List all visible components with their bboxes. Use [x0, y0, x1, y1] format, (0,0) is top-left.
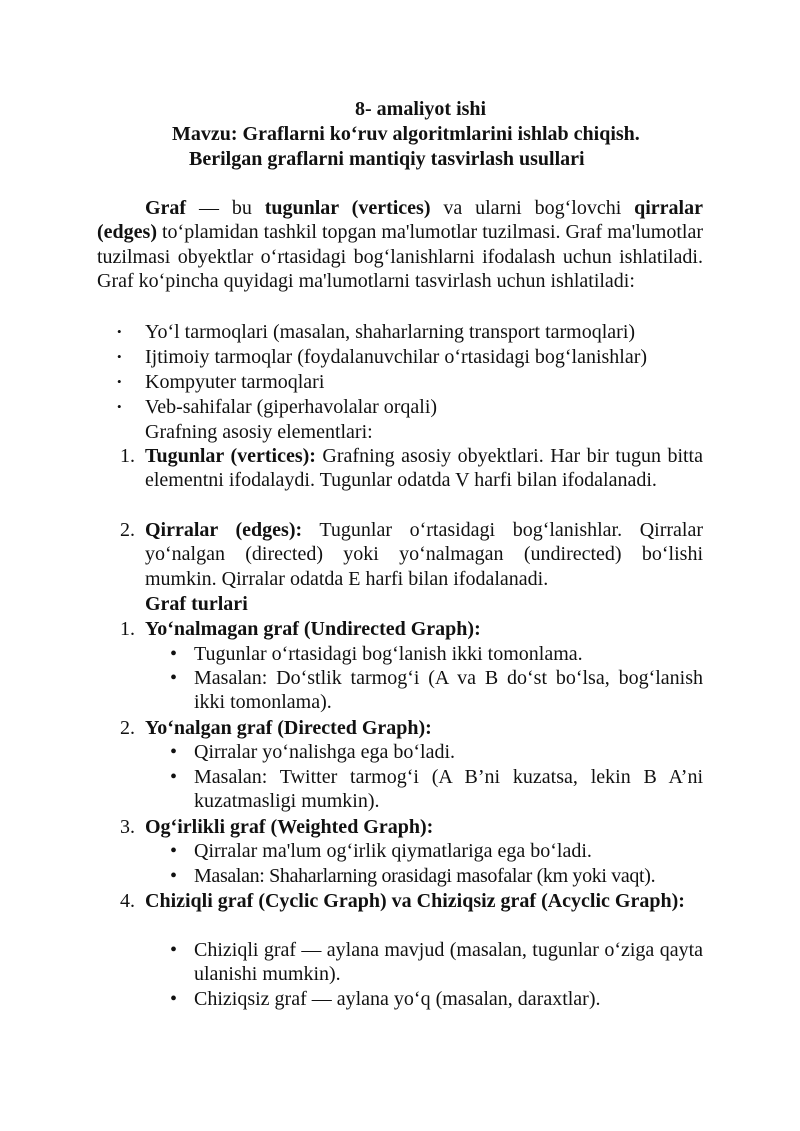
topic-subtitle: Berilgan graflarni mantiqiy tasvirlash usullari: [189, 148, 585, 170]
list-item: Ijtimoiy tarmoqlar (foydalanuvchilar o‘rtasidagi bog‘lanishlar): [145, 346, 648, 368]
bullet-icon: •: [170, 865, 178, 887]
bullet-icon: •: [117, 374, 122, 389]
bullet-icon: •: [117, 399, 122, 414]
list-item: Chiziqsiz graf — aylana yo‘q (masalan, daraxtlar).: [194, 988, 601, 1010]
list-item: Masalan: Shaharlarning orasidagi masofalar (km yoki vaqt).: [194, 865, 656, 887]
list-number: 3.: [120, 816, 135, 838]
element-item-vertices: [145, 444, 703, 493]
bullet-icon: •: [170, 741, 178, 763]
list-number: 2.: [120, 519, 135, 541]
elements-heading: Grafning asosiy elementlari:: [145, 421, 373, 443]
intro-text-c: to‘plamidan tashkil topgan ma'lumotlar tuzilmasi. Graf ma'lumotlar tuzilmasi obyektlar o‘rtasidagi bog‘lanishlarni ifodalash uchun ishlatiladi. Graf ko‘pincha quyidagi ma'lumotlarni tasvirlash uchun ishlatiladi:: [97, 221, 703, 293]
list-number: 4.: [120, 890, 135, 912]
element-item-edges: [145, 518, 703, 591]
list-item: Masalan: Do‘stlik tarmog‘i (A va B do‘st bo‘lsa, bog‘lanish ikki tomonlama).: [194, 667, 703, 714]
bullet-icon: •: [170, 939, 178, 961]
types-heading: Graf turlari: [145, 593, 248, 615]
list-item: Qirralar yo‘nalishga ega bo‘ladi.: [194, 741, 456, 763]
list-item: Tugunlar o‘rtasidagi bog‘lanish ikki tomonlama.: [194, 643, 583, 665]
list-item: Veb-sahifalar (giperhavolalar orqali): [145, 396, 438, 418]
term-qirralar: qirralar (edges): [97, 197, 703, 244]
element-text: Tugunlar o‘rtasidagi bog‘lanishlar. Qirralar yo‘nalgan (directed) yoki yo‘nalmagan (undirected) bo‘lishi mumkin. Qirralar odatda E harfi bilan ifodalanadi.: [145, 519, 703, 590]
term-graf: Graf: [145, 197, 187, 219]
topic-title: Mavzu: Graflarni ko‘ruv algoritmlarini ishlab chiqish.: [172, 123, 640, 145]
type-title-weighted: Og‘irlikli graf (Weighted Graph):: [145, 816, 434, 838]
bullet-icon: •: [170, 840, 178, 862]
intro-text-a: — bu: [186, 197, 265, 219]
list-item: Chiziqli graf — aylana mavjud (masalan, tugunlar o‘ziga qayta ulanishi mumkin).: [194, 939, 703, 986]
list-number: 2.: [120, 717, 135, 739]
type-title-directed: Yo‘nalgan graf (Directed Graph):: [145, 717, 432, 739]
element-text: Grafning asosiy obyektlari. Har bir tugun bitta elementni ifodalaydi. Tugunlar odatda V harfi bilan ifodalanadi.: [145, 445, 703, 492]
list-item: Kompyuter tarmoqlari: [145, 371, 325, 393]
bullet-icon: •: [170, 766, 178, 788]
term-tugunlar: tugunlar (vertices): [264, 197, 431, 219]
list-number: 1.: [120, 618, 135, 640]
bullet-icon: •: [170, 643, 178, 665]
list-item: Masalan: Twitter tarmog‘i (A B’ni kuzatsa, lekin B A’ni kuzatmasligi mumkin).: [194, 766, 703, 813]
list-number: 1.: [120, 445, 135, 467]
type-title-cyclic-acyclic: Chiziqli graf (Cyclic Graph) va Chiziqsiz graf (Acyclic Graph):: [145, 890, 685, 912]
intro-text-b: va ularni bog‘lovchi: [430, 197, 635, 219]
bullet-icon: •: [170, 988, 178, 1010]
intro-paragraph: [97, 196, 703, 294]
list-item: Yo‘l tarmoqlari (masalan, shaharlarning transport tarmoqlari): [145, 321, 636, 343]
bullet-icon: •: [117, 324, 122, 339]
term-edges: Qirralar (edges):: [145, 519, 303, 541]
term-vertices: Tugunlar (vertices):: [145, 445, 316, 467]
bullet-icon: •: [117, 349, 122, 364]
type-title-undirected: Yo‘nalmagan graf (Undirected Graph):: [145, 618, 481, 640]
bullet-icon: •: [170, 667, 178, 689]
list-item: Qirralar ma'lum og‘irlik qiymatlariga ega bo‘ladi.: [194, 840, 592, 862]
practical-work-title: 8- amaliyot ishi: [355, 98, 487, 120]
